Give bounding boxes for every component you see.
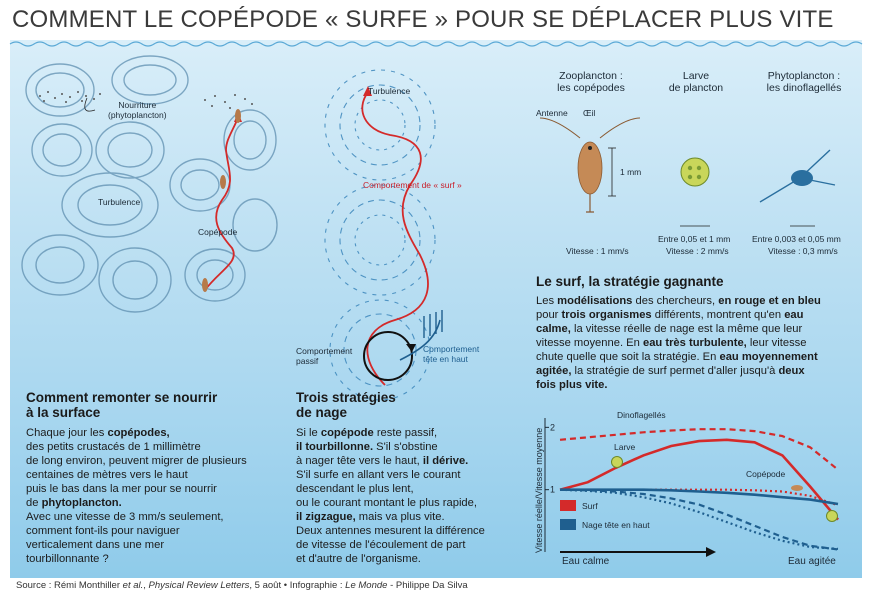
phyto-speed: Vitesse : 0,3 mm/s <box>768 246 838 256</box>
right-text-run: différents, montrent qu'en <box>651 309 785 321</box>
larva-header: Larve de plancton <box>668 70 724 94</box>
right-text-run: deux fois plus vite. <box>536 365 805 391</box>
chart-copepod-marker <box>791 485 803 491</box>
label-turbulence-middle: Turbulence <box>368 86 411 96</box>
source-run: Physical Review Letters <box>148 580 250 591</box>
middle-text-run: il dérive. <box>422 455 469 467</box>
source-run: Le Monde <box>345 580 388 591</box>
phyto-header: Phytoplancton : les dinoflagellés <box>766 70 842 94</box>
label-surf: Comportement de « surf » <box>363 180 462 190</box>
left-text-run: copépodes, <box>107 427 170 439</box>
legend-swatch-headup <box>560 519 576 530</box>
middle-text-run: S'il s'obstine à nager tête vers le haut, <box>296 441 438 467</box>
y-tick-label: 1 <box>550 484 556 495</box>
right-text-run: eau calme, <box>536 309 804 335</box>
label-passive: Comportement passif <box>296 346 353 366</box>
right-text-run: Les <box>536 295 558 307</box>
right-heading: Le surf, la stratégie gagnante <box>536 274 724 289</box>
label-antenna: Antenne <box>536 108 568 118</box>
right-text-run: eau très turbulente, <box>642 337 747 349</box>
phyto-size: Entre 0,003 et 0,05 mm <box>752 234 841 244</box>
legend-label-surf: Surf <box>582 500 598 511</box>
left-text-run: Avec une vitesse de 3 mm/s seulement, comment font-ils pour naviguer verticalement dans une mer tourbillonnante ? <box>26 511 224 565</box>
right-text-run: la vitesse réelle de nage est la même que leur vitesse moyenne. En <box>536 323 803 349</box>
label-copepod-size: 1 mm <box>620 167 642 177</box>
label-turbulence-left: Turbulence <box>98 197 141 207</box>
larva-speed: Vitesse : 2 mm/s <box>666 246 729 256</box>
middle-text-run: S'il surfe en allant vers le courant descendant le plus lent, ou le courant montant le plus rapide, <box>296 469 477 509</box>
right-text-run: leur vitesse chute quelle que soit la stratégie. En <box>536 337 807 363</box>
food-pointer <box>85 98 95 111</box>
source-run: , <box>143 580 149 591</box>
label-copepod-left: Copépode <box>198 227 238 237</box>
chart-larva-marker-2 <box>827 511 838 522</box>
chart-ylabel: Vitesse réelle/Vitesse moyenne <box>534 427 544 553</box>
right-text-run: en rouge et en bleu <box>718 295 821 307</box>
right-paragraph <box>536 294 852 392</box>
annot-larva: Larve <box>614 442 636 452</box>
label-food: Nourriture (phytoplancton) <box>108 100 167 120</box>
copepod-drawing <box>540 118 640 212</box>
left-text-run: phytoplancton. <box>41 497 122 509</box>
sea-surface-line <box>10 42 862 46</box>
zoo-header: Zooplancton : les copépodes <box>557 70 625 94</box>
legend-headup <box>560 519 650 530</box>
annot-dinoflagellates: Dinoflagellés <box>617 410 666 420</box>
right-text-run: pour <box>536 309 559 321</box>
series-line-1 <box>560 440 838 520</box>
annot-copepod: Copépode <box>746 469 786 479</box>
left-eddies <box>22 56 277 312</box>
dinoflagellate-drawing <box>760 150 835 202</box>
left-text-run: des petits crustacés de 1 millimètre de long environ, peuvent migrer de plusieurs centaines de mètres vers le haut puis le bas dans la mer pour se nourrir de <box>26 441 247 509</box>
right-text-run: trois organismes <box>561 309 652 321</box>
chart-ticks <box>545 422 555 494</box>
right-text-run: eau moyennement agitée, <box>536 351 818 377</box>
source-run: - Philippe Da Silva <box>387 580 468 591</box>
x-label-calm: Eau calme <box>562 556 610 567</box>
middle-text-run: mais va plus vite. Deux antennes mesurent la différence de vitesse de l'écoulement de part et d'autre de l'organisme. <box>296 511 485 565</box>
left-paragraph <box>26 426 276 566</box>
label-headup: Comportement tête en haut <box>423 344 480 364</box>
chart-x-arrowhead <box>706 547 716 557</box>
y-tick-label: 2 <box>550 422 556 433</box>
chart-larva-marker <box>612 457 623 468</box>
passive-loop <box>364 332 412 380</box>
middle-text-run: reste passif, <box>376 427 438 439</box>
source-run: Source : Rémi Monthiller <box>16 580 123 591</box>
middle-heading: Trois stratégies de nage <box>296 390 396 420</box>
right-text-run: la stratégie de surf permet d'aller jusqu'à <box>571 365 779 377</box>
larva-size: Entre 0,05 et 1 mm <box>658 234 731 244</box>
right-text-run: modélisations <box>557 295 633 307</box>
middle-text-run: copépode <box>320 427 374 439</box>
zoo-speed: Vitesse : 1 mm/s <box>566 246 629 256</box>
source-run: , 5 août • Infographie : <box>249 580 346 591</box>
left-text-run: Chaque jour les <box>26 427 108 439</box>
legend-label-headup: Nage tête en haut <box>582 519 650 530</box>
right-text-run: des chercheurs, <box>632 295 719 307</box>
larva-drawing <box>681 158 709 186</box>
middle-text-run: il zigzague, <box>296 511 356 523</box>
source-credit <box>16 580 468 591</box>
legend-swatch-surf <box>560 500 576 511</box>
left-heading: Comment remonter se nourrir à la surface <box>26 390 218 420</box>
middle-text-run: il tourbillonne. <box>296 441 374 453</box>
series-line-0 <box>560 429 838 470</box>
page-title: COMMENT LE COPÉPODE « SURFE » POUR SE DÉPLACER PLUS VITE <box>12 6 834 33</box>
middle-text-run: Si le <box>296 427 321 439</box>
x-label-rough: Eau agitée <box>788 556 836 567</box>
label-eye: Œil <box>583 108 596 118</box>
source-run: et al. <box>122 580 144 591</box>
middle-paragraph <box>296 426 526 566</box>
legend-surf <box>560 500 598 511</box>
